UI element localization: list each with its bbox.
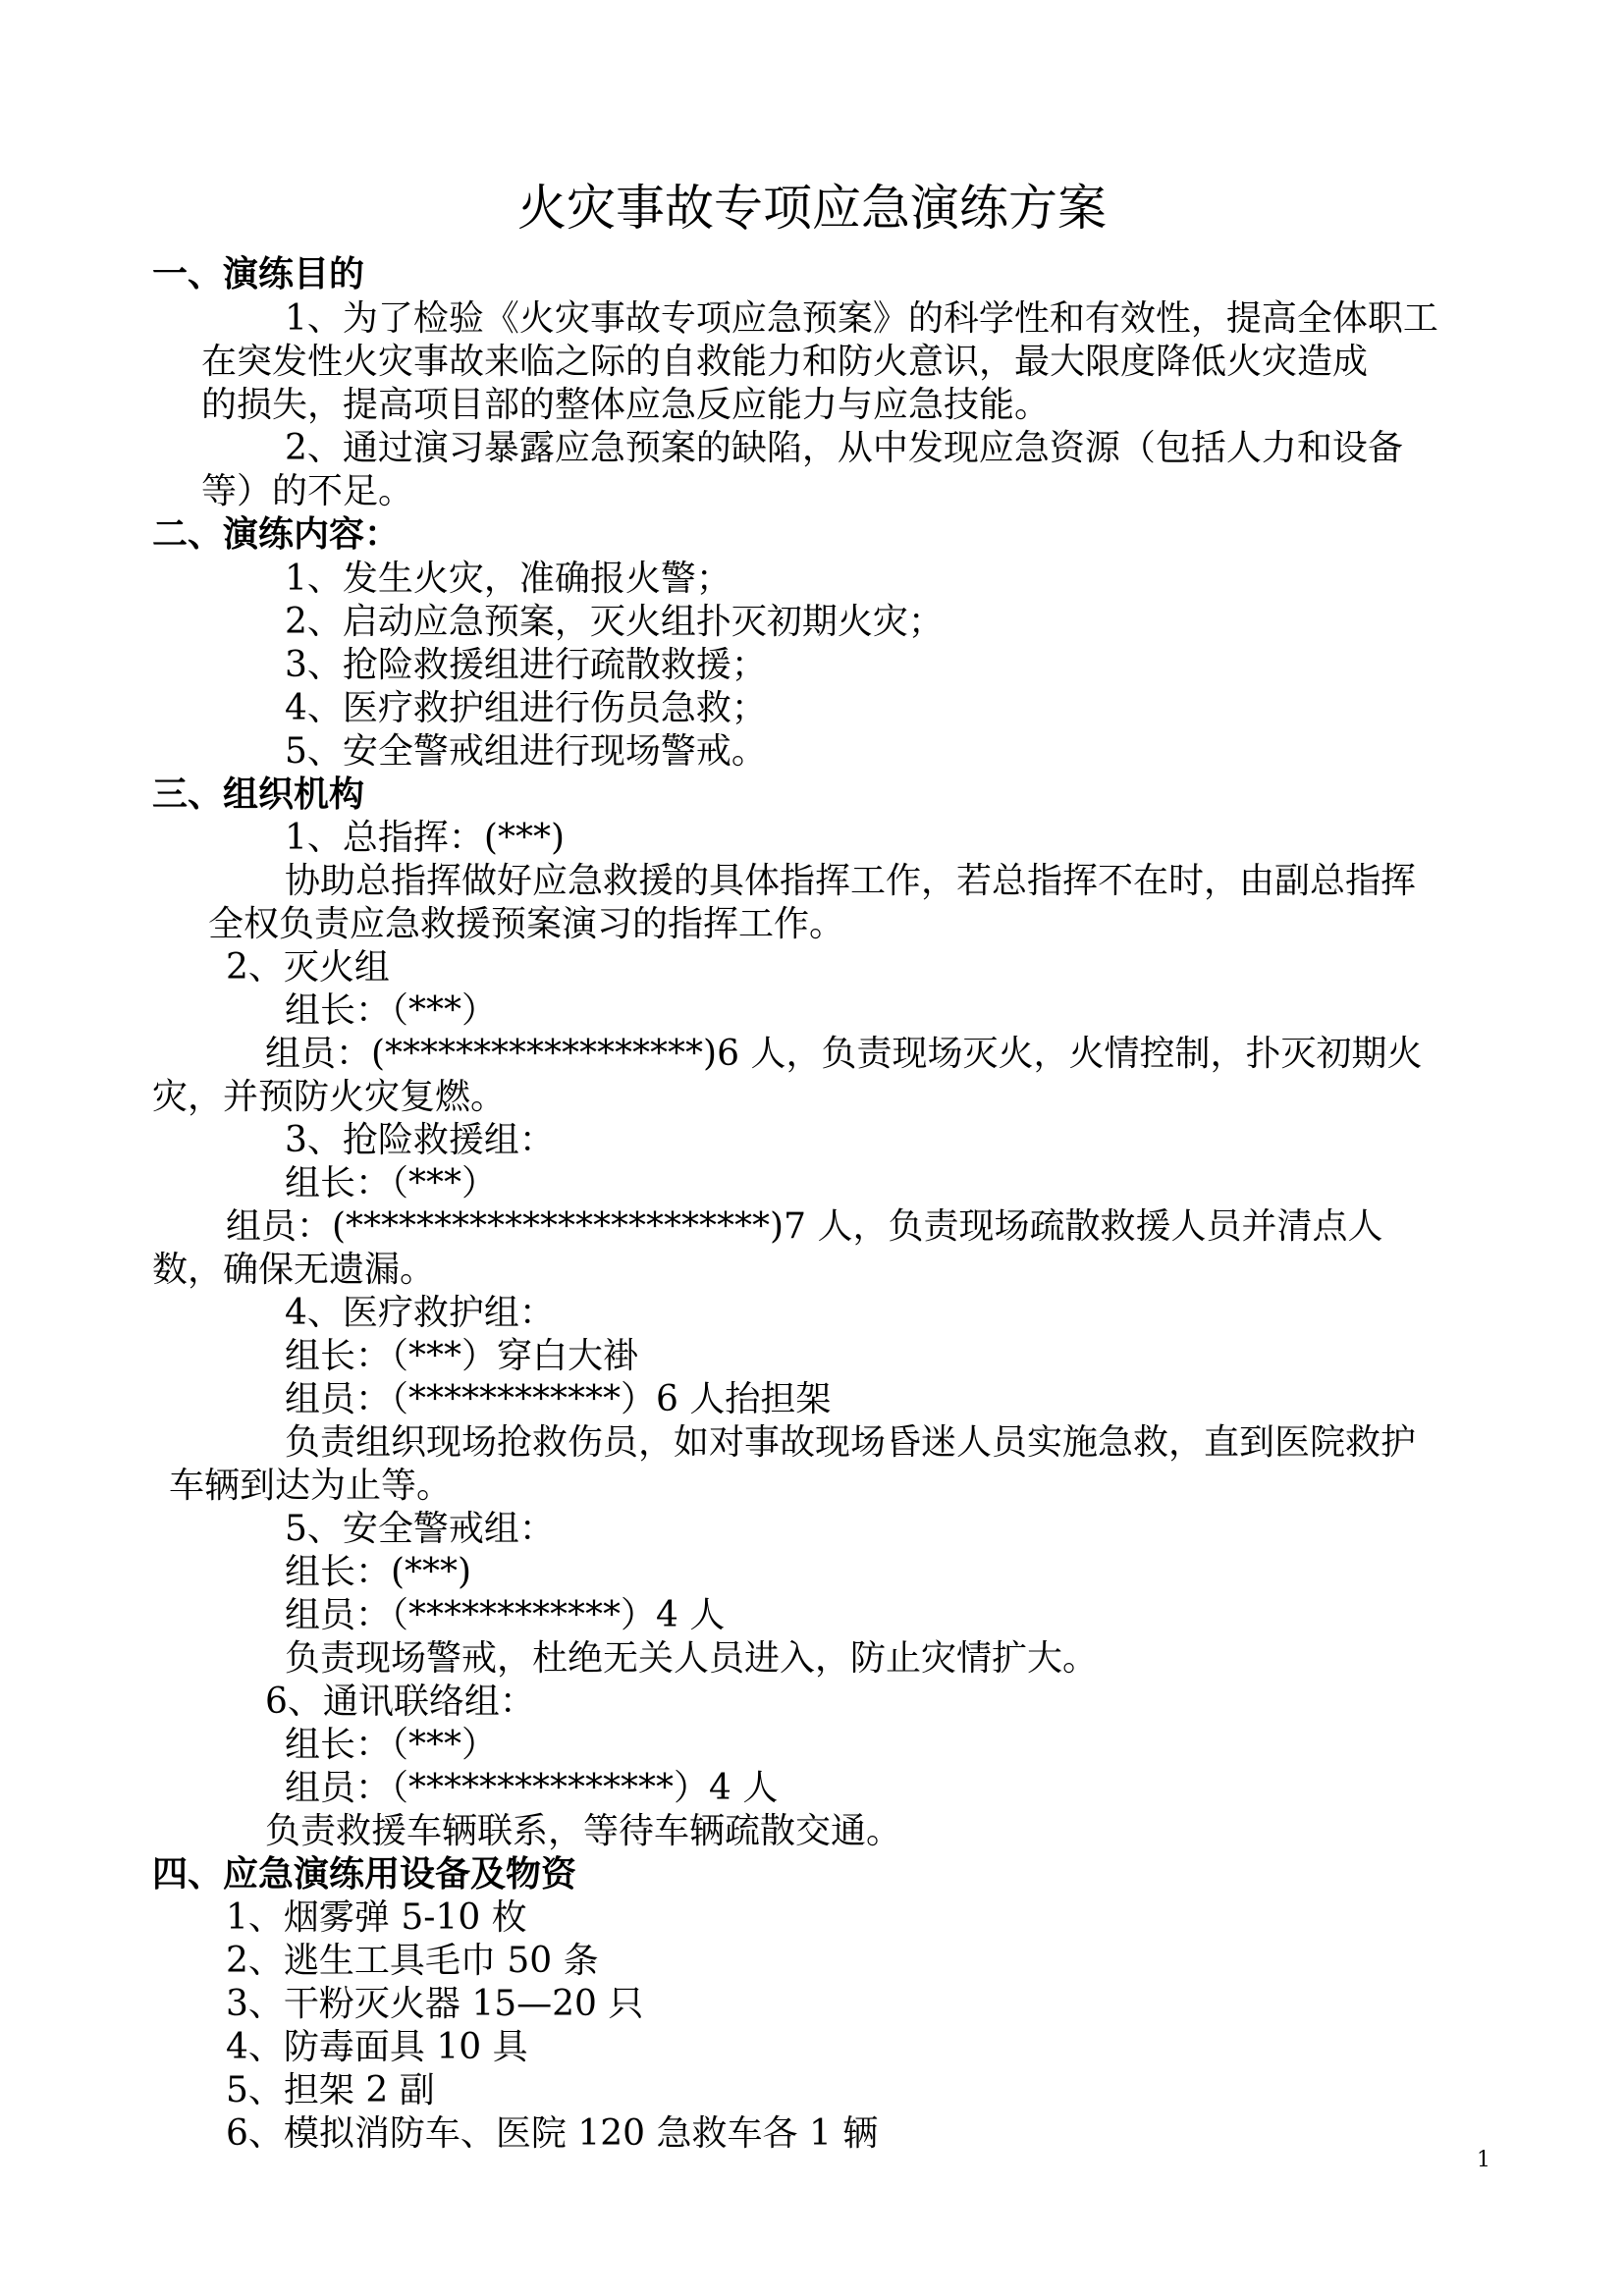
list-item: 4、防毒面具 10 具 bbox=[226, 2027, 528, 2067]
section-heading-purpose: 一、演练目的 bbox=[152, 254, 365, 294]
group-title: 6、通讯联络组： bbox=[265, 1682, 535, 1722]
paragraph-line: 的损失，提高项目部的整体应急反应能力与应急技能。 bbox=[201, 385, 1051, 425]
paragraph-line: 1、为了检验《火灾事故专项应急预案》的科学性和有效性，提高全体职工 bbox=[285, 298, 1438, 339]
group-title: 4、医疗救护组： bbox=[285, 1293, 555, 1333]
document-title: 火灾事故专项应急演练方案 bbox=[517, 180, 1107, 237]
list-item: 1、烟雾弹 5-10 枚 bbox=[226, 1897, 527, 1938]
group-leader: 组长：（***）穿白大褂 bbox=[285, 1336, 639, 1376]
list-item: 2、逃生工具毛巾 50 条 bbox=[226, 1941, 599, 1981]
list-item: 4、医疗救护组进行伤员急救； bbox=[285, 688, 767, 728]
paragraph-line: 等）的不足。 bbox=[201, 471, 414, 511]
group-members: 组员：(******************)6 人，负责现场灭火，火情控制，扑灭初期火 bbox=[265, 1034, 1423, 1074]
group-leader: 组长：（***） bbox=[285, 990, 498, 1031]
list-item: 5、安全警戒组进行现场警戒。 bbox=[285, 731, 767, 772]
paragraph-line: 数，确保无遗漏。 bbox=[152, 1250, 436, 1290]
paragraph-line: 负责组织现场抢救伤员，如对事故现场昏迷人员实施急救，直到医院救护 bbox=[285, 1422, 1417, 1463]
paragraph-line: 灾，并预防火灾复燃。 bbox=[152, 1077, 507, 1117]
group-title: 2、灭火组 bbox=[226, 947, 390, 988]
list-item: 1、发生火灾，准确报火警； bbox=[285, 559, 731, 599]
list-item: 6、模拟消防车、医院 120 急救车各 1 辆 bbox=[226, 2113, 879, 2154]
paragraph-line: 负责现场警戒，杜绝无关人员进入，防止灾情扩大。 bbox=[285, 1638, 1099, 1679]
list-item: 3、抢险救援组进行疏散救援； bbox=[285, 645, 767, 685]
group-title: 5、安全警戒组： bbox=[285, 1509, 555, 1549]
list-item: 2、启动应急预案，灭火组扑灭初期火灾； bbox=[285, 602, 944, 642]
group-leader: 组长：（***） bbox=[285, 1163, 498, 1203]
list-item: 5、担架 2 副 bbox=[226, 2070, 435, 2110]
list-item: 3、干粉灭火器 15—20 只 bbox=[226, 1984, 644, 2024]
page-number: 1 bbox=[1477, 2148, 1490, 2172]
paragraph-line: 在突发性火灾事故来临之际的自救能力和防火意识，最大限度降低火灾造成 bbox=[201, 342, 1369, 382]
group-leader: 组长：（***） bbox=[285, 1725, 498, 1765]
group-title: 3、抢险救援组： bbox=[285, 1120, 555, 1160]
paragraph-line: 负责救援车辆联系，等待车辆疏散交通。 bbox=[265, 1811, 902, 1851]
group-members: 组员：(************************)7 人，负责现场疏散救援人员并清点人 bbox=[226, 1206, 1383, 1247]
paragraph-line: 全权负责应急救援预案演习的指挥工作。 bbox=[208, 904, 845, 944]
group-members: 组员：（***************）4 人 bbox=[285, 1768, 779, 1808]
paragraph-line: 2、通过演习暴露应急预案的缺陷，从中发现应急资源（包括人力和设备 bbox=[285, 428, 1403, 468]
group-title: 1、总指挥：(***) bbox=[285, 818, 565, 858]
group-leader: 组长：(***) bbox=[285, 1552, 472, 1592]
section-heading-organization: 三、组织机构 bbox=[152, 774, 365, 815]
paragraph-line: 协助总指挥做好应急救援的具体指挥工作，若总指挥不在时，由副总指挥 bbox=[285, 861, 1417, 901]
section-heading-equipment: 四、应急演练用设备及物资 bbox=[152, 1854, 577, 1895]
group-members: 组员：（************）6 人抬担架 bbox=[285, 1379, 832, 1419]
paragraph-line: 车辆到达为止等。 bbox=[169, 1466, 453, 1506]
group-members: 组员：（************）4 人 bbox=[285, 1595, 726, 1635]
section-heading-content: 二、演练内容： bbox=[152, 514, 401, 555]
